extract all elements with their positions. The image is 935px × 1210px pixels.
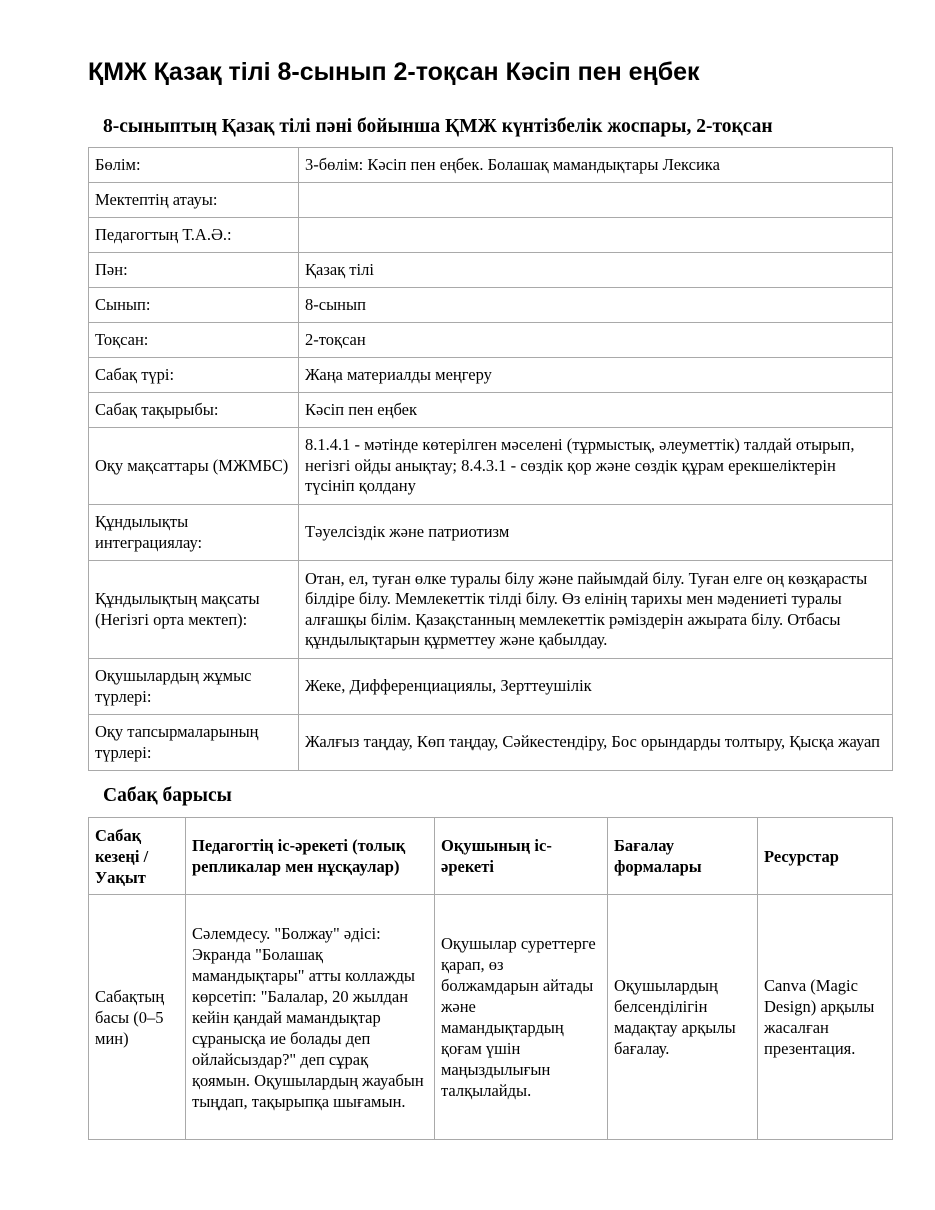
info-value-lesson-topic: Кәсіп пен еңбек: [299, 393, 893, 428]
info-value-learning-objectives: 8.1.4.1 - мәтінде көтерілген мәселені (тұрмыстық, әлеуметтік) талдай отырып, негізгі ойды анықтау; 8.4.3.1 - сөздік қор және сөздік құрам ерекшеліктерін түсініп қолдану: [299, 428, 893, 505]
lesson-info-table: [88, 147, 893, 771]
column-header-resources: Ресурстар: [758, 818, 893, 895]
info-label-learning-objectives: Оқу мақсаттары (МЖМБС): [89, 428, 299, 505]
table-row: [89, 358, 893, 393]
info-value-school: [299, 183, 893, 218]
info-label-quarter: Тоқсан:: [89, 323, 299, 358]
column-header-assessment: Бағалау формалары: [608, 818, 758, 895]
table-row: [89, 288, 893, 323]
table-header-row: [89, 818, 893, 895]
info-value-task-types: Жалғыз таңдау, Көп таңдау, Сәйкестендіру, Бос орындарды толтыру, Қысқа жауап: [299, 715, 893, 771]
info-label-subject: Пән:: [89, 253, 299, 288]
cell-student-actions: Оқушылар суреттерге қарап, өз болжамдарын айтады және мамандықтардың қоғам үшін маңыздылығын талқылайды.: [435, 895, 608, 1140]
info-value-teacher: [299, 218, 893, 253]
info-value-lesson-type: Жаңа материалды меңгеру: [299, 358, 893, 393]
info-label-lesson-type: Сабақ түрі:: [89, 358, 299, 393]
column-header-stage: Сабақ кезеңі / Уақыт: [89, 818, 186, 895]
info-label-grade: Сынып:: [89, 288, 299, 323]
info-label-value-goal: Құндылықтың мақсаты (Негізгі орта мектеп):: [89, 561, 299, 659]
info-label-section: Бөлім:: [89, 148, 299, 183]
table-row: [89, 895, 893, 1140]
info-value-value-integration: Тәуелсіздік және патриотизм: [299, 505, 893, 561]
table-row: [89, 218, 893, 253]
table-row: [89, 148, 893, 183]
table-row: [89, 659, 893, 715]
table-row: [89, 183, 893, 218]
info-value-subject: Қазақ тілі: [299, 253, 893, 288]
column-header-teacher-actions: Педагогтің іс-әрекеті (толық репликалар мен нұсқаулар): [186, 818, 435, 895]
table-row: [89, 393, 893, 428]
column-header-student-actions: Оқушының іс-әрекеті: [435, 818, 608, 895]
table-row: [89, 561, 893, 659]
info-label-work-types: Оқушылардың жұмыс түрлері:: [89, 659, 299, 715]
info-value-quarter: 2-тоқсан: [299, 323, 893, 358]
info-label-value-integration: Құндылықты интеграциялау:: [89, 505, 299, 561]
info-label-school: Мектептің атауы:: [89, 183, 299, 218]
info-value-work-types: Жеке, Дифференциациялы, Зерттеушілік: [299, 659, 893, 715]
info-label-task-types: Оқу тапсырмаларының түрлері:: [89, 715, 299, 771]
plan-heading: 8-сыныптың Қазақ тілі пәні бойынша ҚМЖ күнтізбелік жоспары, 2-тоқсан: [103, 116, 773, 137]
lesson-progress-heading: Сабақ барысы: [103, 785, 232, 806]
cell-assessment: Оқушылардың белсенділігін мадақтау арқылы бағалау.: [608, 895, 758, 1140]
table-row: [89, 505, 893, 561]
table-row: [89, 428, 893, 505]
info-value-value-goal: Отан, ел, туған өлке туралы білу және пайымдай білу. Туған елге оң көзқарасты білдіре білу. Мемлекеттік тілді білу. Өз елінің тарихы мен мәдениеті туралы алғашқы білім. Қазақстанның мемлекеттік рәміздерін ажырата білу. Отбасы құндылықтарын құрметтеу және қабылдау.: [299, 561, 893, 659]
table-row: [89, 323, 893, 358]
cell-resources: Canva (Magic Design) арқылы жасалған презентация.: [758, 895, 893, 1140]
info-value-grade: 8-сынып: [299, 288, 893, 323]
cell-teacher-actions: Сәлемдесу. "Болжау" әдісі: Экранда "Болашақ мамандықтары" атты коллажды көрсетіп: "Балалар, 20 жылдан кейін қандай мамандықтар сұранысқа ие болады деп ойлайсыздар?" деп сұрақ қоямын. Оқушылардың жауабын тыңдап, тақырыпқа шығамын.: [186, 895, 435, 1140]
document-title: ҚМЖ Қазақ тілі 8-сынып 2-тоқсан Кәсіп пен еңбек: [88, 58, 700, 86]
info-label-lesson-topic: Сабақ тақырыбы:: [89, 393, 299, 428]
info-label-teacher: Педагогтың Т.А.Ә.:: [89, 218, 299, 253]
lesson-progress-table: [88, 817, 893, 1140]
table-row: [89, 253, 893, 288]
info-value-section: 3-бөлім: Кәсіп пен еңбек. Болашақ мамандықтары Лексика: [299, 148, 893, 183]
cell-stage: Сабақтың басы (0–5 мин): [89, 895, 186, 1140]
table-row: [89, 715, 893, 771]
